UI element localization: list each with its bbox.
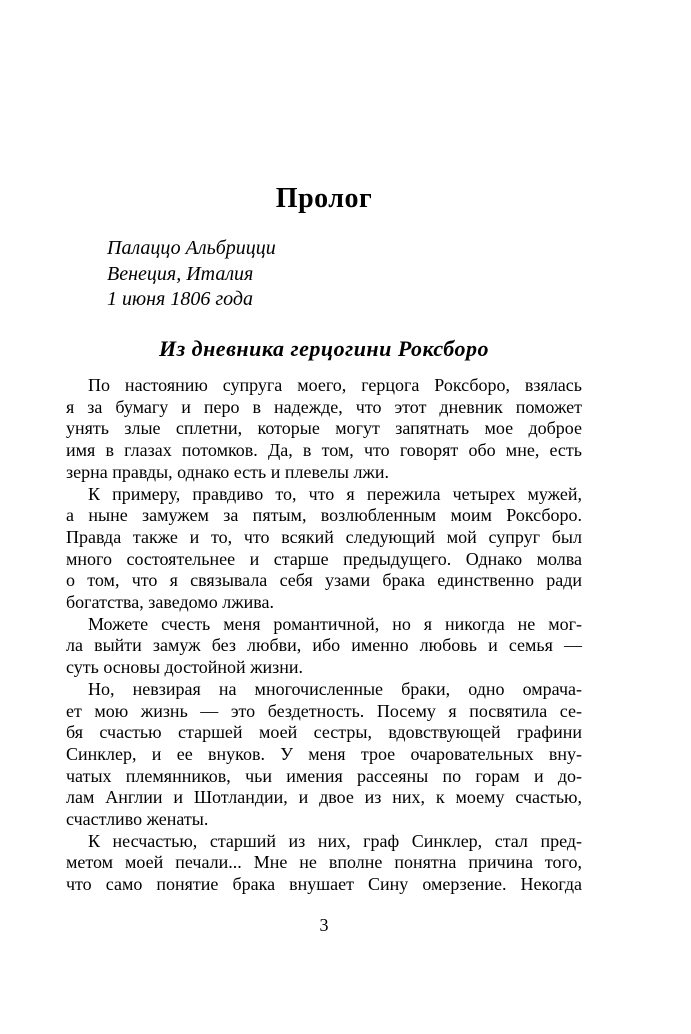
- dateline-line: Венеция, Италия: [107, 262, 254, 285]
- text-line: По настоянию супруга моего, герцога Роксборо, взялась: [88, 375, 582, 395]
- paragraph: [66, 831, 582, 896]
- text-line: Но, невзирая на многочисленные браки, одно омрача-: [88, 678, 582, 699]
- text-line: имя в глазах потомков. Да, в том, что говорят обо мне, есть: [66, 440, 582, 461]
- text-line: ет мою жизнь — это бездетность. Посему я посвятила се-: [66, 700, 582, 721]
- text-line: я за бумагу и перо в надежде, что этот дневник поможет: [66, 396, 582, 417]
- text-line: унять злые сплетни, которые могут запятнать мое доброе: [66, 418, 582, 439]
- dateline-line: 1 июня 1806 года: [107, 288, 253, 310]
- text-line: бя счастью старшей моей сестры, вдовствующей графини: [66, 722, 582, 743]
- text-line: Правда также и то, что всякий следующий мой супруг был: [66, 526, 582, 547]
- text-line: лам Англии и Шотландии, и двое из них, к моему счастью,: [66, 787, 582, 808]
- dateline: [107, 236, 276, 313]
- paragraph: [66, 614, 582, 679]
- page-number: 3: [319, 915, 329, 935]
- section-heading: Из дневника герцогини Роксборо: [158, 336, 489, 361]
- text-line: К несчастью, старший из них, граф Синклер, стал пред-: [88, 830, 582, 851]
- paragraph: [66, 375, 582, 484]
- text-line: счастливо женаты.: [66, 809, 209, 830]
- chapter-title: Пролог: [275, 183, 373, 214]
- paragraph: [66, 484, 582, 614]
- text-line: суть основы достойной жизни.: [66, 657, 304, 678]
- page-content: [66, 0, 582, 1034]
- text-line: К примеру, правдиво то, что я пережила четырех мужей,: [88, 483, 582, 504]
- text-line: а ныне замужем за пятым, возлюбленным моим Роксборо.: [66, 505, 582, 526]
- text-line: зерна правды, однако есть и плевелы лжи.: [66, 461, 389, 482]
- text-line: метом моей печали... Мне не вполне понятна причина того,: [66, 852, 582, 873]
- text-line: богатства, заведомо лжива.: [66, 592, 275, 613]
- text-line: что само понятие брака внушает Сину омерзение. Некогда: [66, 874, 582, 895]
- text-line: чатых племянников, чьи имения рассеяны по горам и до-: [66, 765, 582, 786]
- paragraph: [66, 679, 582, 831]
- dateline-line: Палаццо Альбрицци: [107, 237, 276, 259]
- text-line: Можете счесть меня романтичной, но я никогда не мог-: [88, 613, 582, 634]
- text-line: много состоятельнее и старше предыдущего. Однако молва: [66, 548, 582, 569]
- text-line: о том, что я связывала себя узами брака единственно ради: [66, 570, 582, 591]
- text-line: Синклер, и ее внуков. У меня трое очаровательных вну-: [66, 743, 582, 764]
- text-line: ла выйти замуж без любви, ибо именно любовь и семья —: [66, 635, 582, 656]
- body-text: [66, 375, 582, 896]
